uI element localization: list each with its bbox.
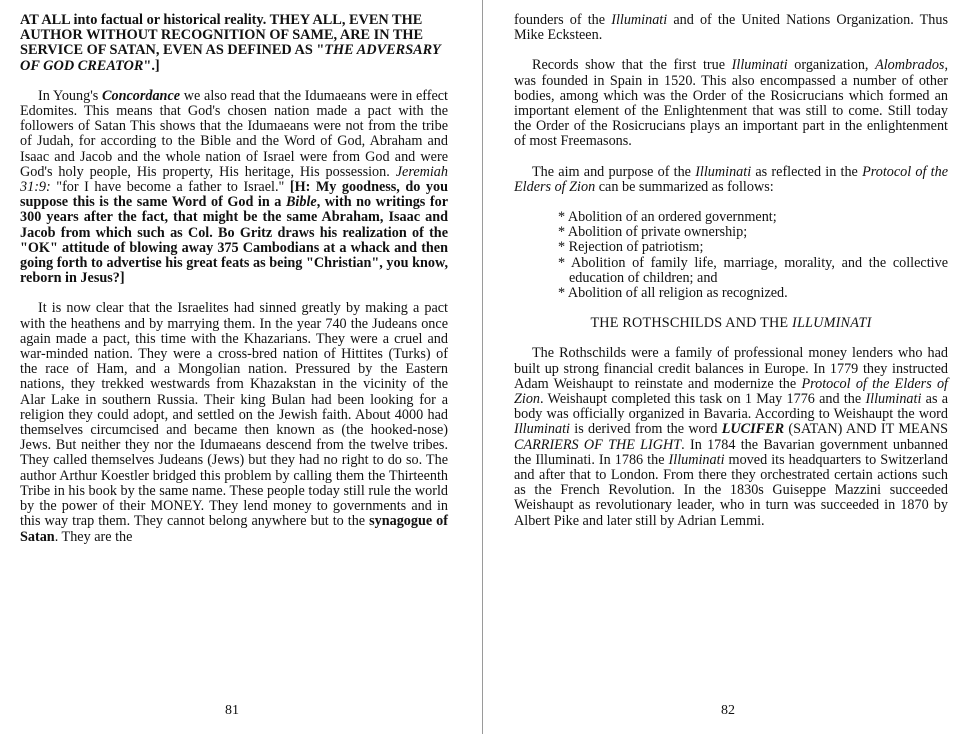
heading-italic: ILLUMINATI <box>792 315 872 332</box>
aims-list <box>514 210 948 301</box>
alombrados-term: Alombrados <box>875 57 945 74</box>
illuminati-term: Illuminati <box>668 451 725 468</box>
synagogue-phrase: synagogue of Satan <box>20 513 448 545</box>
text-run: can be summarized as follows: <box>595 178 774 195</box>
book-spine <box>482 0 483 734</box>
list-item: * Abolition of an ordered government; <box>558 209 777 226</box>
illuminati-term: Illuminati <box>695 163 752 180</box>
page-number: 81 <box>225 703 239 718</box>
text-run: "for I have become a father to Israel." <box>50 179 290 196</box>
protocol-title: Protocol of the Elders of Zion <box>514 163 948 195</box>
illuminati-term: Illuminati <box>514 421 570 438</box>
list-item: * Abolition of all religion as recognized. <box>558 285 788 302</box>
protocol-title: Protocol of the Elders of Zion <box>514 375 948 408</box>
heading-text: THE ROTHSCHILDS AND THE <box>590 315 793 332</box>
intro-bold-paragraph <box>20 13 448 74</box>
bold-commentary: , with no writings for 300 years after the fact, that might be the same Abraham, Isaac and Jacob from which such as Col. Bo Gritz draws his realization of the "OK" attitude of blowing away 375 Cambodians at a whack and then going forth to advertise his great feats as being "Christian", you know, reborn in Jesus?] <box>20 194 448 287</box>
text-run: The Rothschilds were a family of professional money lenders who had built up strong financial credit balances in Europe. In 1779 they instructed Adam Weishaupt to reinstate and modernize the <box>514 345 948 392</box>
text-run: we also read that the Idumaeans were in effect Edomites. This means that God's chosen nation made a pact with the followers of Satan This shows that the Idumaeans were not from the tribe of Judah, for according to the Bible and the Word of God, Abraham and Isaac and Jacob and the whole nation of Israel were from God and were God's holy people, His property, His heritage, His possession. <box>20 87 448 180</box>
text-run: organization, <box>787 57 876 74</box>
left-text-column <box>20 13 448 545</box>
intro-italic-phrase: THE ADVERSARY OF GOD CREATOR <box>20 42 441 74</box>
text-run: founders of the <box>514 12 612 28</box>
illuminati-term: Illuminati <box>865 391 922 408</box>
text-run: is derived from the word <box>569 421 722 438</box>
text-run: It is now clear that the Israelites had sinned greatly by making a pact with the heathens and by marrying them. In the year 740 the Judeans once again made a pact, this time with the Khazarians. They were a cruel and war-minded nation. They were a cross-bred nation of Hittites (Turks) of the race of Ham, and a Mongolian nation. Pressured by the Eastern nations, they trekked westwards from Khazakstan in the vicinity of the Alar Lake in southern Russia. Their king Bulan had been looking for a religion they could adopt, and settled on the Jewish faith. About 4000 had themselves circumcised and became then known as (the hooked-nose) Jews. But neither they nor the Idumaeans descend from the twelve tribes. They called themselves Judeans (Jews) but they had no right to do so. The author Arthur Koestler bridged this problem by calling them the Thirteenth Tribe in his book by the same name. These people today still rule the world by the power of their MONEY. They lend money to governments and in this way trap them. They cannot belong anywhere but to the <box>20 300 448 530</box>
text-run: . Weishaupt completed this task on 1 May 1776 and the <box>540 391 866 408</box>
text-run: In Young's <box>38 87 103 104</box>
left-page <box>0 0 482 734</box>
illuminati-term: Illuminati <box>731 57 788 74</box>
aim-paragraph <box>514 165 948 195</box>
text-run: . They are the <box>54 528 133 545</box>
text-run: . In 1784 the Bavarian government unbanned the Illuminati. In 1786 the <box>514 436 949 468</box>
rothschilds-paragraph <box>514 346 948 528</box>
lucifer-term: LUCIFER <box>721 421 785 438</box>
text-run: The aim and purpose of the <box>532 163 696 180</box>
khazarians-paragraph <box>20 301 448 544</box>
bold-commentary: [H: My goodness, do you suppose this is the same Word of God in a <box>20 179 448 211</box>
illuminati-term: Illuminati <box>611 12 668 28</box>
list-item: * Abolition of family life, marriage, morality, and the collective education of children; and <box>558 254 948 286</box>
text-run: as a body was officially organized in Bavaria. According to Weishaupt the word <box>514 391 949 423</box>
bible-word: Bible <box>285 194 317 211</box>
concordance-paragraph <box>20 89 448 287</box>
text-run: and of the United Nations Organization. Thus Mike Ecksteen. <box>514 12 949 44</box>
section-heading <box>514 316 948 331</box>
concordance-title: Concordance <box>102 87 181 104</box>
list-item: * Rejection of patriotism; <box>558 239 704 256</box>
right-text-column <box>514 13 948 529</box>
jeremiah-reference: Jeremiah 31:9: <box>20 163 448 196</box>
founders-paragraph <box>514 13 948 43</box>
text-run: , was founded in Spain in 1520. This also encompassed a number of other bodies, among which was the Order of the Rosicrucians which formed an important element of the Enlightenment that was still to come. Still today the Order of the Rosicrucians plays an important part in the enlightenment of most Freemasons. <box>514 57 948 150</box>
text-run: moved its headquarters to Switzerland and after that to London. From there they orchestrated certain actions such as the French Revolution. In the 1830s Guiseppe Mazzini succeeded Weishaupt as revolutionary leader, who in turn was succeeded in 1870 by Albert Pike and later still by Adrian Lemmi. <box>514 451 948 529</box>
text-run: as reflected in the <box>751 163 863 180</box>
right-page <box>484 0 966 734</box>
text-run: Records show that the first true <box>532 57 732 74</box>
intro-text-1: AT ALL into factual or historical reality. THEY ALL, EVEN THE AUTHOR WITHOUT RECOGNITION OF SAME, ARE IN THE SERVICE OF SATAN, EVEN AS DEFINED AS " <box>20 12 424 59</box>
page-number: 82 <box>721 703 735 718</box>
list-item: * Abolition of private ownership; <box>558 224 748 241</box>
intro-text-2: ".] <box>143 57 160 74</box>
carriers-phrase: CARRIERS OF THE LIGHT <box>514 436 682 453</box>
text-run: (SATAN) AND IT MEANS <box>784 421 948 438</box>
records-paragraph <box>514 58 948 149</box>
